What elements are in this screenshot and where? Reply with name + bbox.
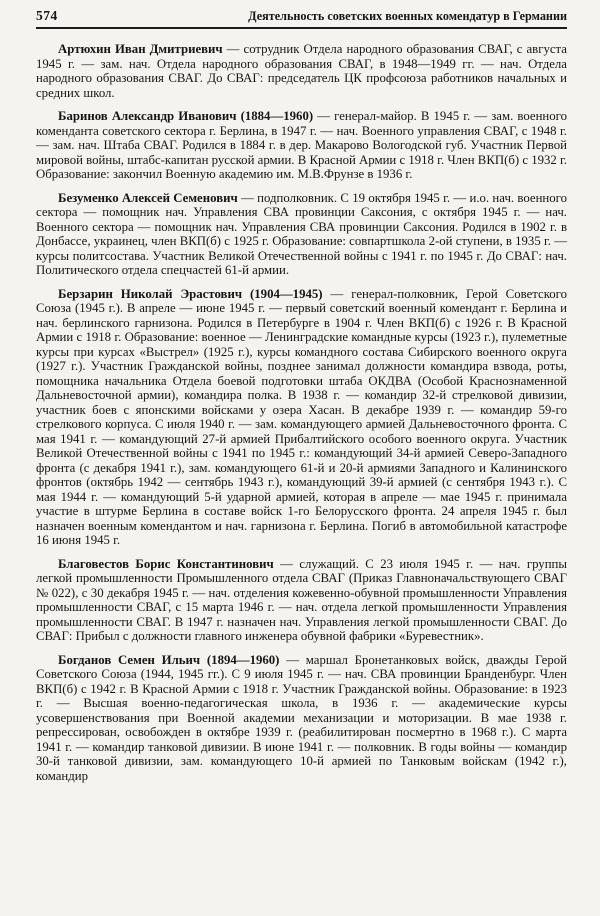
entry-name: Благовестов Борис Константинович [58,556,274,571]
page-number: 574 [36,8,58,23]
entry-name: Безуменко Алексей Семенович [58,190,238,205]
entry-text: — маршал Бронетанковых войск, дважды Герой Советского Союза (1944, 1945 гг.). С 9 июля 1945 г. — нач. СВА провинции Бранденбург. Член ВКП(б) с 1942 г. В Красной Армии с 1918 г. Участник Гражданской войны. Образование: в 1923 г. — Высшая военно-педагогическая школа, в 1936 г. — академические курсы усовершенствования при Военной академии механизации и моторизации. В мае 1938 г. репрессирован, освобожден в октябре 1939 г. (реабилитирован посмертно в 1968 г.). С марта 1941 г. — командир танковой дивизии. В июне 1941 г. — полковник. В годы войны — командир 30-й танковой дивизии, зам. командующего 10-й армией по Танковым войскам (1942 г.), командир [36,652,567,783]
entry-text: — генерал-полковник, Герой Советского Союза (1945 г.). В апреле — июне 1945 г. — первый советский военный комендант г. Берлина и нач. берлинского гарнизона. Родился в Петербурге в 1904 г. Член ВКП(б) с 1926 г. В Красной Армии с 1918 г. Образование: военное — Ленинградские командные курсы (1923 г.), пулеметные курсы при курсах «Выстрел» (1925 г.), курсы командного состава Сибирского военного округа (1927 г.). Участник Гражданской войны, позднее занимал должности командира взвода, роты, помощника начальника Отдела боевой подготовки штаба ОКДВА (Особой Краснознаменной Дальневосточной армии), командира полка. В 1938 г. — командир 32-й стрелковой дивизии, участник боев с японскими войсками у озера Хасан. В декабре 1939 г. — командир 59-го стрелкового корпуса. С июля 1940 г. — зам. командующего армией Дальневосточного фронта. С мая 1941 г. — командующий 27-й армией Прибалтийского особого военного округа. Участник Великой Отечественной войны с 1941 по 1945 г.: командующий 34-й армией Северо-Западного фронта (с декабря 1941 г.), зам. командующего 61-й и 20-й армиями Западного и Калининского фронтов (октябрь 1942 — сентябрь 1943 г.), командующий 39-й армией (с сентября 1943 г.). С мая 1944 г. — командующий 5-й ударной армией, которая в апреле — мае 1945 г. принимала участие в штурме Берлина в составе войск 1-го Белорусского фронта. 24 апреля 1945 г. был назначен военным комендантом и нач. гарнизона г. Берлина. Погиб в автомобильной катастрофе 16 июня 1945 г. [36,286,567,547]
header-rule [36,27,567,29]
entry-artyukhin [36,42,567,100]
entry-name: Берзарин Николай Эрастович (1904—1945) [58,286,323,301]
entry-bogdanov [36,653,567,784]
entry-text: — подполковник. С 19 октября 1945 г. — и.о. нач. военного сектора — помощник нач. Управления СВА провинции Саксония, с октября 1945 г. — нач. Военного сектора — помощник нач. Управления СВА провинции Саксония. Родился в 1902 г. в Донбассе, украинец, член ВКП(б) с 1925 г. Образование: совпартшкола 2-ой ступени, в 1935 г. — курсы политсостава. Участник Великой Отечественной войны с 1941 г. по 1945 г. До СВАГ: нач. Политического отдела спецчастей 61-й армии. [36,190,567,277]
entry-name: Артюхин Иван Дмитриевич [58,42,223,56]
entry-text: — служащий. С 23 июля 1945 г. — нач. группы легкой промышленности Промышленного отдела СВАГ (Приказ Главноначальствующего СВАГ № 022), с 30 декабря 1945 г. — нач. отделения кожевенно-обувной промышленности Управления промышленности СВАГ, с 15 марта 1946 г. — нач. отдела легкой промышленности Управления промышленности СВАГ. В 1947 г. назначен нач. Управления легкой промышленности СВАГ. До СВАГ: Прибыл с должности главного инженера обувной фабрики «Буревестник». [36,556,567,643]
running-title: Деятельность советских военных комендатур в Германии [248,9,567,23]
entry-bezumenko [36,191,567,278]
entries-list [36,42,567,783]
entry-berzarin [36,287,567,548]
entry-name: Богданов Семен Ильич (1894—1960) [58,652,280,667]
entry-barinov [36,109,567,182]
page-header [36,8,567,27]
entry-text: — сотрудник Отдела народного образования СВАГ, с августа 1945 г. — зам. нач. Отдела народного образования СВАГ, в 1948—1949 гг. — нач. Отдела народного образования СВАГ. До СВАГ: председатель ЦК профсоюза работников начальных и средних школ. [36,42,567,100]
entry-name: Баринов Александр Иванович (1884—1960) [58,109,314,123]
entry-text: — генерал-майор. В 1945 г. — зам. военного коменданта советского сектора г. Берлина, в 1947 г. — нач. Военного управления СВАГ, с 1948 г. — зам. нач. Штаба СВАГ. Родился в 1884 г. в дер. Макарово Вологодской губ. Участник Первой мировой войны, штабс-капитан русской армии. В Красной Армии с 1918 г. Член ВКП(б) с 1932 г. Образование: закончил Военную академию им. М.В.Фрунзе в 1936 г. [36,109,568,181]
entry-blagovestov [36,557,567,644]
